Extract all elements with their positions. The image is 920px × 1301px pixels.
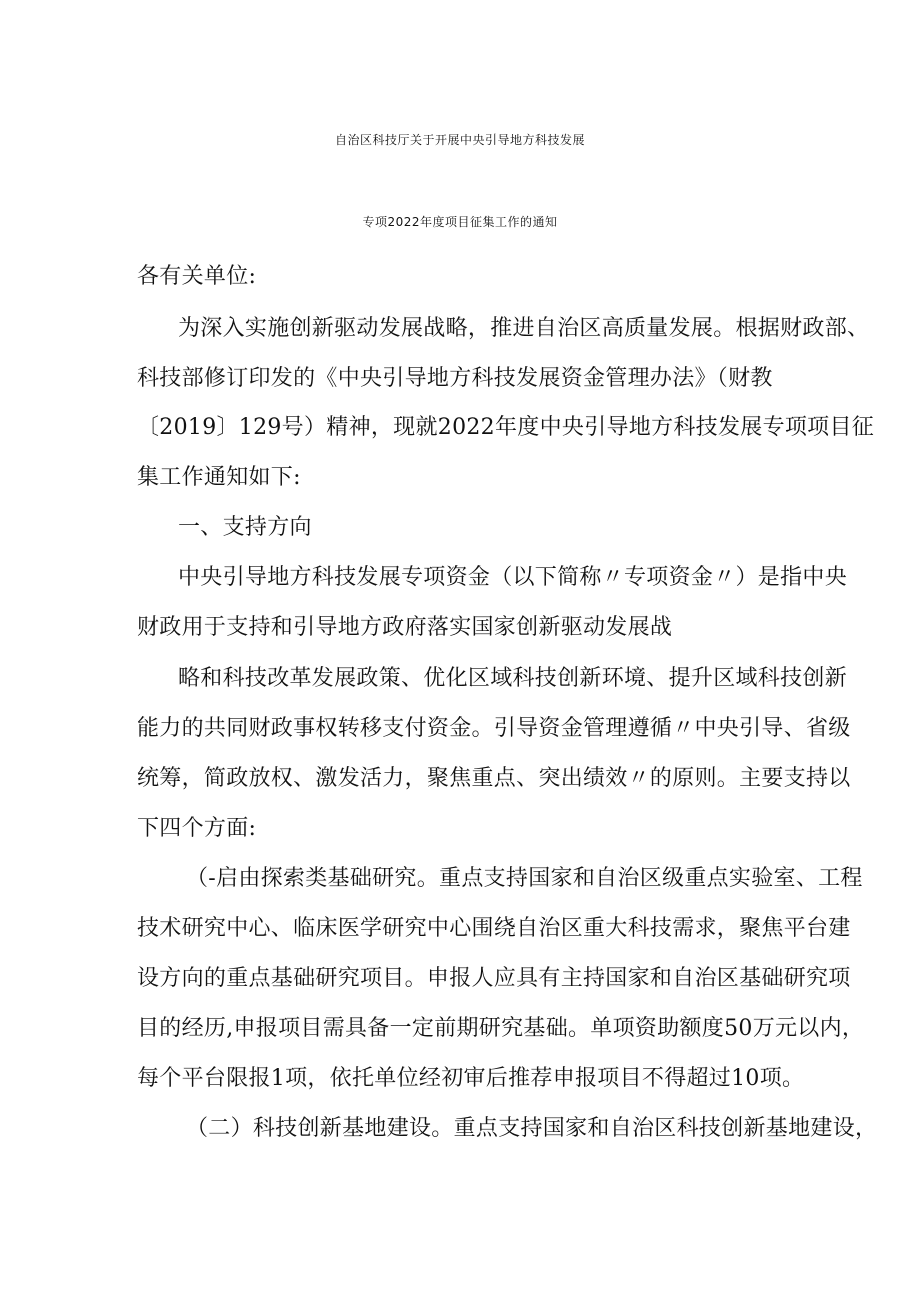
paragraph-fund-definition-line: 中央引导地方科技发展专项资金（以下简称〃专项资金〃）是指中央 (178, 565, 848, 590)
document-title-line-1: 自治区科技厅关于开展中央引导地方科技发展 (334, 133, 585, 147)
paragraph-fund-definition-line: 财政用于支持和引导地方政府落实国家创新驱动发展战 (137, 615, 673, 640)
document-title-line-2: 专项2022年度项目征集工作的通知 (362, 215, 558, 229)
paragraph-principles-line: 略和科技改革发展政策、优化区域科技创新环境、提升区域科技创新 (178, 666, 848, 691)
paragraph-item-1-line: 每个平台限报1项，依托单位经初审后推荐申报项目不得超过10项。 (137, 1066, 805, 1091)
paragraph-intro-line: 〔2019〕129号）精神，现就2022年度中央引导地方科技发展专项项目征 (137, 415, 875, 440)
paragraph-intro-line: 为深入实施创新驱动发展战略，推进自治区高质量发展。根据财政部、 (178, 316, 870, 341)
paragraph-item-1-line: （-启由探索类基础研究。重点支持国家和自治区级重点实验室、工程 (186, 866, 863, 891)
paragraph-principles-line: 统筹，简政放权、激发活力，聚焦重点、突出绩效〃的原则。主要支持以 (137, 766, 851, 791)
paragraph-item-1-line: 技术研究中心、临床医学研究中心围绕自治区重大科技需求，聚焦平台建 (137, 916, 851, 941)
paragraph-item-2-line: （二）科技创新基地建设。重点支持国家和自治区科技创新基地建设， (186, 1116, 878, 1141)
paragraph-intro-line: 科技部修订印发的《中央引导地方科技发展资金管理办法》（财教 (137, 366, 773, 391)
paragraph-principles-line: 下四个方面: (137, 816, 257, 841)
paragraph-intro-line: 集工作通知如下: (137, 465, 301, 490)
salutation: 各有关单位: (137, 264, 257, 289)
paragraph-item-1-line: 目的经历,申报项目需具备一定前期研究基础。单项资助额度50万元以内， (137, 1016, 865, 1041)
paragraph-principles-line: 能力的共同财政事权转移支付资金。引导资金管理遵循〃中央引导、省级 (137, 716, 851, 741)
paragraph-item-1-line: 设方向的重点基础研究项目。申报人应具有主持国家和自治区基础研究项 (137, 966, 851, 991)
section-heading-support-direction: 一、支持方向 (178, 515, 312, 540)
